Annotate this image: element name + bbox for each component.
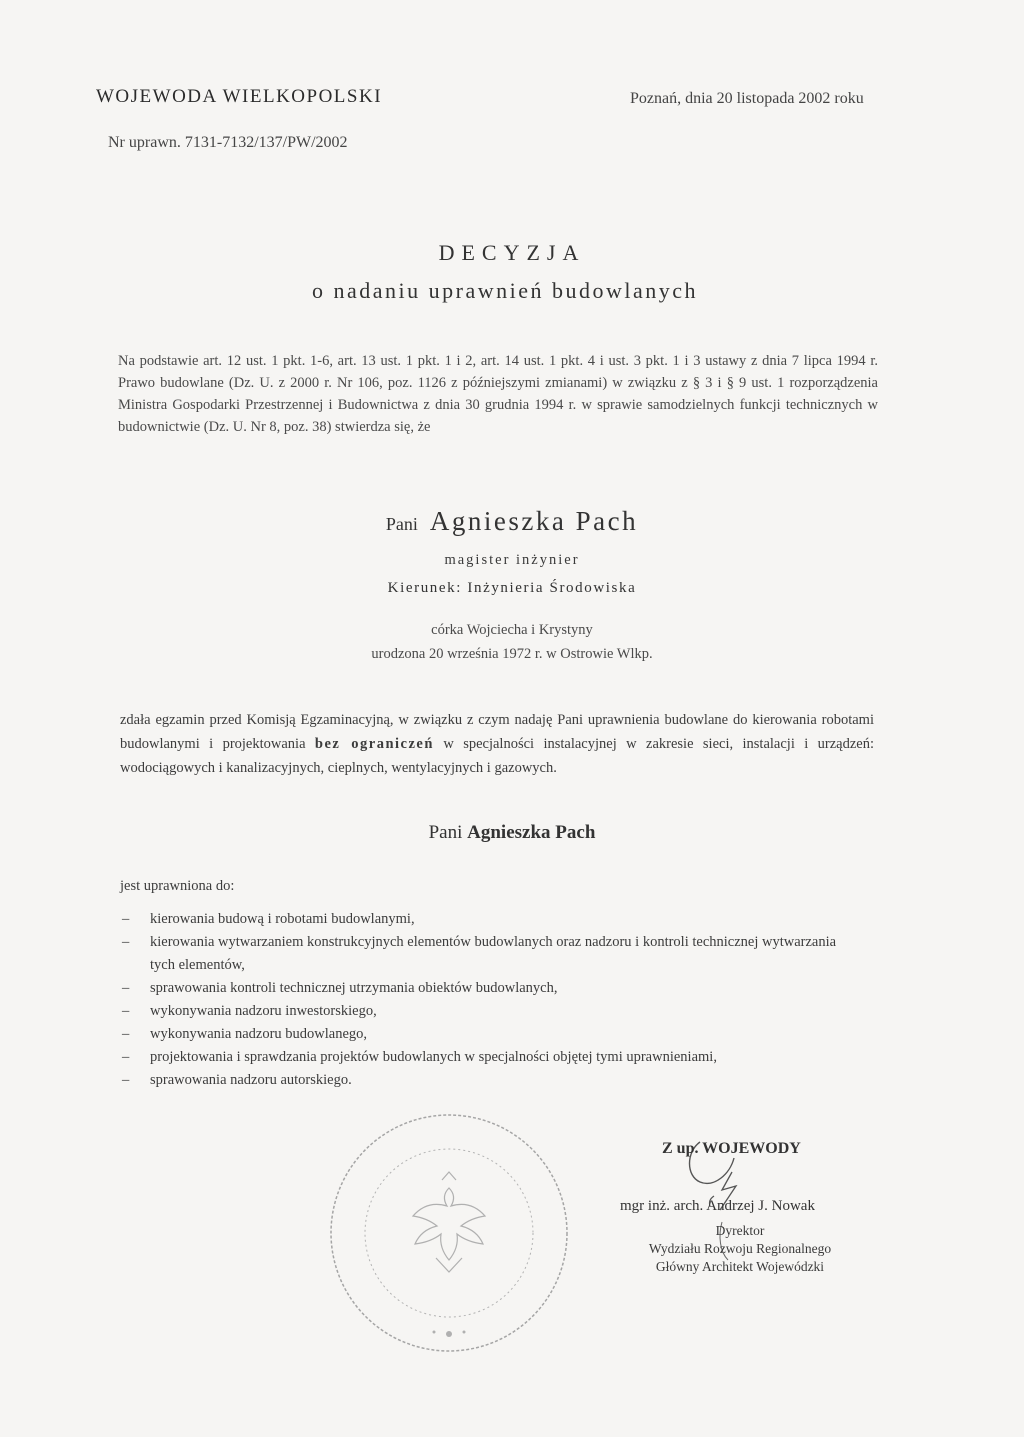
- list-item: – kierowania wytwarzaniem konstrukcyjnych elementów budowlanych oraz nadzoru i kontroli technicznej wytwarzania tych elementów,: [120, 931, 860, 977]
- person-parents: córka Wojciecha i Krystyny: [431, 622, 593, 638]
- person-name-repeat-name: Agnieszka Pach: [467, 822, 596, 843]
- person-birth: urodzona 20 września 1972 r. w Ostrowie Wlkp.: [371, 646, 653, 662]
- position-line: Dyrektor: [715, 1223, 765, 1238]
- entitlements-list: [120, 908, 860, 1092]
- issuer-heading: WOJEWODA WIELKOPOLSKI: [96, 86, 383, 107]
- on-behalf-label: Z up. WOJEWODY: [662, 1140, 801, 1157]
- signer-name: mgr inż. arch. Andrzej J. Nowak: [620, 1198, 815, 1214]
- list-item: – wykonywania nadzoru budowlanego,: [120, 1023, 860, 1046]
- legal-basis-paragraph: Na podstawie art. 12 ust. 1 pkt. 1-6, art. 13 ust. 1 pkt. 1 i 2, art. 14 ust. 1 pkt. 4 i ust. 3 pkt. 1 i 3 ustawy z dnia 7 lipca 1994 r. Prawo budowlane (Dz. U. z 2000 r. Nr 106, poz. 1126 z późniejszymi zmianami) w związku z § 3 i § 9 ust. 1 rozporządzenia Ministra Gospodarki Przestrzennej i Budownictwa z dnia 30 grudnia 1994 r. w sprawie samodzielnych funkcji technicznych w budownictwie (Dz. U. Nr 8, poz. 38) stwierdza się, że: [118, 353, 878, 435]
- list-item: – projektowania i sprawdzania projektów budowlanych w specjalności objętej tymi uprawnieniami,: [120, 1046, 860, 1069]
- person-field: Kierunek: Inżynieria Środowiska: [387, 580, 637, 596]
- grant-text-2: w specjalności instalacyjnej w zakresie sieci, instalacji i urządzeń: wodociągowych i kanalizacyjnych, cieplnych, wentylacyjnych i gazowych.: [120, 736, 875, 776]
- entitlements-intro: jest uprawniona do:: [120, 878, 235, 894]
- reference-number: Nr uprawn. 7131-7132/137/PW/2002: [108, 134, 348, 151]
- person-name: Agnieszka Pach: [429, 506, 639, 536]
- position-line: Wydziału Rozwoju Regionalnego: [648, 1241, 832, 1256]
- official-seal: [324, 1108, 574, 1358]
- signer-position: [600, 1222, 880, 1276]
- list-item: – kierowania budową i robotami budowlanymi,: [120, 908, 860, 931]
- grant-paragraph: [120, 708, 874, 780]
- person-name-line: [0, 506, 1024, 537]
- list-item: – sprawowania kontroli technicznej utrzymania obiektów budowlanych,: [120, 977, 860, 1000]
- person-name-repeat: [0, 822, 1024, 844]
- eagle-emblem-icon: [413, 1172, 485, 1272]
- list-item: – sprawowania nadzoru autorskiego.: [120, 1069, 860, 1092]
- grant-text-1: zdała egzamin przed Komisją Egzaminacyjną, w związku z czym nadaję Pani uprawnienia budowlane do kierowania robotami budowlanymi i projektowania: [120, 712, 874, 752]
- person-prefix: Pani: [385, 514, 418, 534]
- position-line: Główny Architekt Wojewódzki: [655, 1259, 825, 1274]
- place-date: Poznań, dnia 20 listopada 2002 roku: [630, 90, 864, 107]
- list-item: – wykonywania nadzoru inwestorskiego,: [120, 1000, 860, 1023]
- person-degree: magister inżynier: [444, 552, 580, 568]
- document-subtitle: o nadaniu uprawnień budowlanych: [311, 278, 699, 303]
- document-title: DECYZJA: [438, 240, 586, 265]
- grant-emphasis: bez ograniczeń: [314, 736, 434, 752]
- person-name-repeat-prefix: Pani: [428, 822, 463, 843]
